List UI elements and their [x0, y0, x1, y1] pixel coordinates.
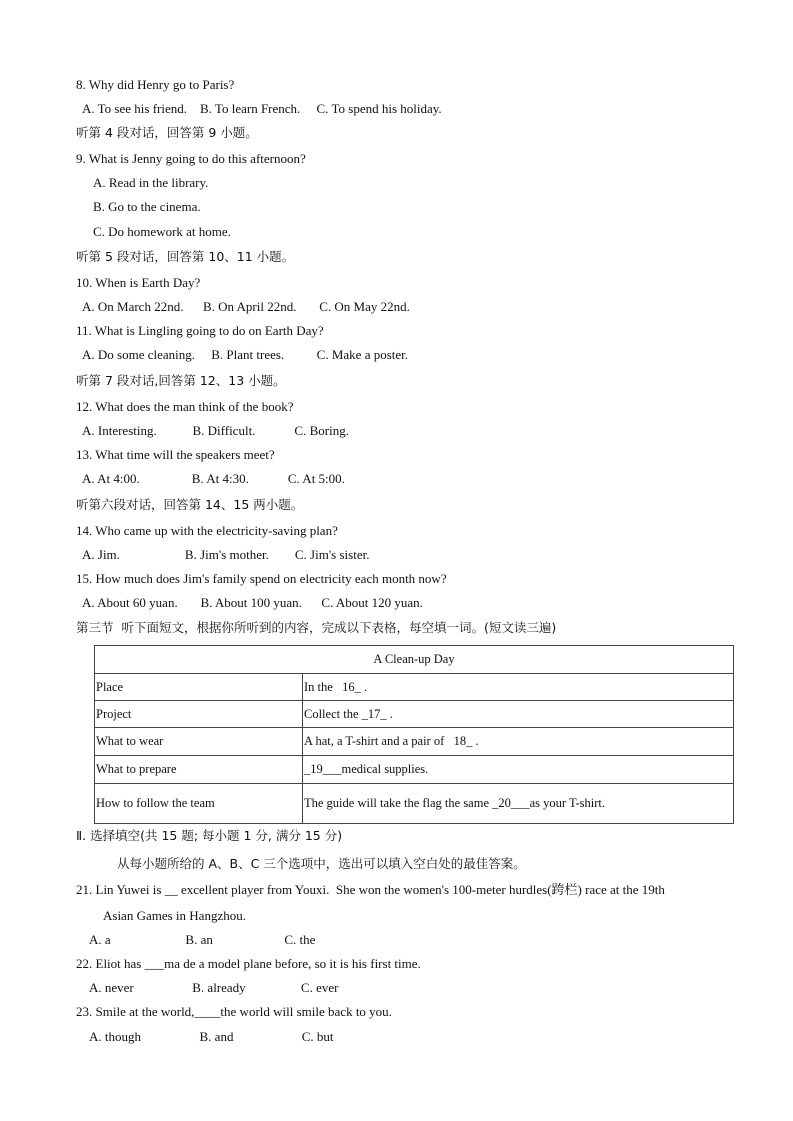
section-instruction-7: 听第 7 段对话,回答第 12、13 小题。 [76, 373, 286, 388]
table-row-value: In the 16_ . [303, 674, 734, 701]
table-row-value: Collect the _17_ . [303, 701, 734, 728]
question-9-option-b: B. Go to the cinema. [93, 199, 201, 214]
table-row [95, 701, 734, 728]
section-3-heading: 第三节 听下面短文，根据你所听到的内容，完成以下表格，每空填一词。(短文读三遍) [76, 620, 557, 635]
question-8-options: A. To see his friend. B. To learn French. C. To spend his holiday. [82, 101, 442, 116]
question-23-options: A. though B. and C. but [89, 1029, 334, 1044]
table-title-row [95, 646, 734, 674]
section-instruction-4: 听第 4 段对话，回答第 9 小题。 [76, 125, 258, 140]
question-21-options: A. a B. an C. the [89, 932, 316, 947]
question-14: 14. Who came up with the electricity-saving plan? [76, 523, 338, 538]
question-9: 9. What is Jenny going to do this afternoon? [76, 151, 306, 166]
section-instruction-5: 听第 5 段对话，回答第 10、11 小题。 [76, 249, 295, 264]
question-8: 8. Why did Henry go to Paris? [76, 77, 235, 92]
question-13: 13. What time will the speakers meet? [76, 447, 275, 462]
question-10: 10. When is Earth Day? [76, 275, 201, 290]
table-row [95, 756, 734, 784]
question-15: 15. How much does Jim's family spend on electricity each month now? [76, 571, 447, 586]
table-row-label: Project [95, 701, 303, 728]
question-12: 12. What does the man think of the book? [76, 399, 294, 414]
table-row-value: A hat, a T-shirt and a pair of 18_ . [303, 728, 734, 756]
question-22: 22. Eliot has ___ma de a model plane before, so it is his first time. [76, 956, 421, 971]
question-14-options: A. Jim. B. Jim's mother. C. Jim's sister. [82, 547, 370, 562]
table-row-value: _19___medical supplies. [303, 756, 734, 784]
clean-up-day-table [94, 645, 734, 824]
question-12-options: A. Interesting. B. Difficult. C. Boring. [82, 423, 349, 438]
question-9-option-c: C. Do homework at home. [93, 224, 231, 239]
table-row-label: What to wear [95, 728, 303, 756]
question-10-options: A. On March 22nd. B. On April 22nd. C. On May 22nd. [82, 299, 410, 314]
question-22-options: A. never B. already C. ever [89, 980, 339, 995]
question-15-options: A. About 60 yuan. B. About 100 yuan. C. About 120 yuan. [82, 595, 423, 610]
question-23: 23. Smile at the world,____the world will smile back to you. [76, 1004, 392, 1019]
question-13-options: A. At 4:00. B. At 4:30. C. At 5:00. [82, 471, 345, 486]
table-row-label: What to prepare [95, 756, 303, 784]
table-title: A Clean-up Day [95, 646, 734, 674]
question-21-continued: Asian Games in Hangzhou. [103, 908, 246, 923]
table-row-value: The guide will take the flag the same _20___as your T-shirt. [303, 784, 734, 824]
table-row [95, 728, 734, 756]
question-9-option-a: A. Read in the library. [93, 175, 209, 190]
table-row [95, 784, 734, 824]
section-instruction-6: 听第六段对话，回答第 14、15 两小题。 [76, 497, 304, 512]
part-2-heading: Ⅱ. 选择填空(共 15 题; 每小题 1 分, 满分 15 分) [76, 828, 343, 843]
part-2-instruction: 从每小题所给的 A、B、C 三个选项中，选出可以填入空白处的最佳答案。 [117, 856, 526, 871]
question-21: 21. Lin Yuwei is __ excellent player from Youxi. She won the women's 100-meter hurdles(跨栏) race at the 19th [76, 882, 665, 897]
table-row-label: Place [95, 674, 303, 701]
question-11-options: A. Do some cleaning. B. Plant trees. C. Make a poster. [82, 347, 409, 362]
table-row-label: How to follow the team [95, 784, 303, 824]
question-11: 11. What is Lingling going to do on Earth Day? [76, 323, 324, 338]
table-row [95, 674, 734, 701]
